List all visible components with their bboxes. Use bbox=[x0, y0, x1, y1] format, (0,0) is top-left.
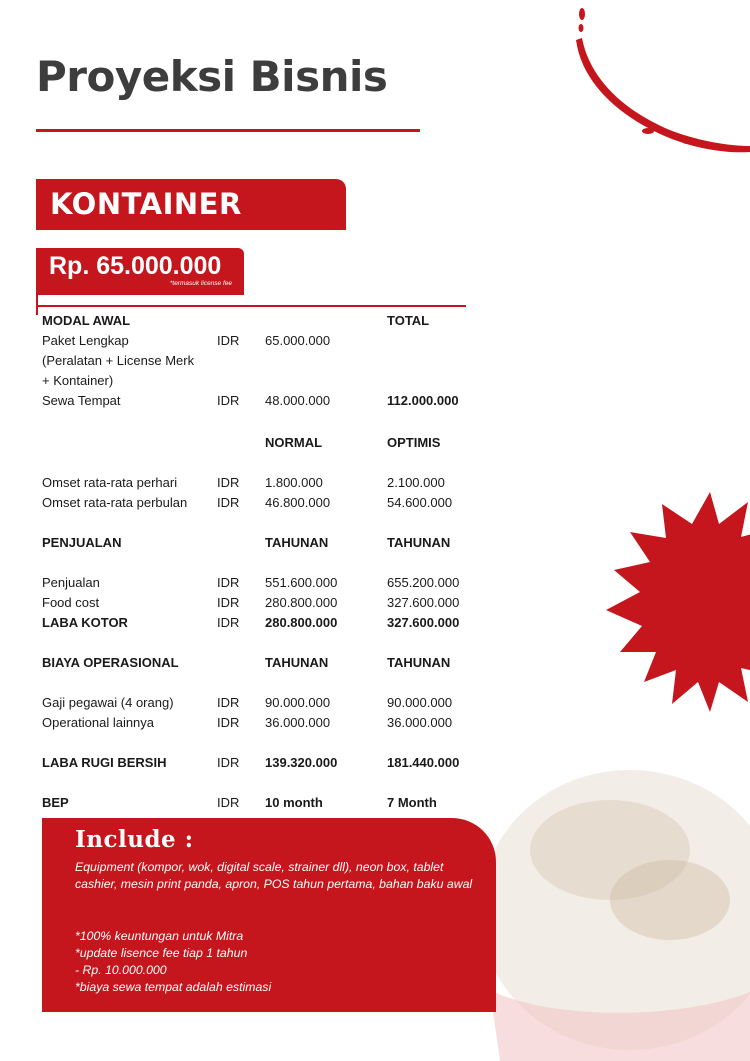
row-value: 46.800.000 bbox=[265, 494, 331, 510]
title-underline bbox=[36, 129, 420, 132]
normal-header: NORMAL bbox=[265, 434, 323, 450]
row-label-continued: (Peralatan + License Merk bbox=[42, 352, 195, 368]
table-row bbox=[42, 390, 482, 410]
row-value: 2.100.000 bbox=[387, 474, 445, 490]
note-item: *100% keuntungan untuk Mitra bbox=[75, 929, 244, 943]
financial-projection-table bbox=[42, 310, 482, 812]
row-value: 90.000.000 bbox=[387, 694, 453, 710]
row-value: 65.000.000 bbox=[265, 332, 331, 348]
row-value: 36.000.000 bbox=[387, 714, 453, 730]
table-row bbox=[42, 330, 482, 350]
bep-label: BEP bbox=[42, 794, 69, 810]
row-value: 327.600.000 bbox=[387, 614, 460, 630]
table-row bbox=[42, 370, 482, 390]
price-value: Rp. 65.000.000 bbox=[49, 252, 222, 280]
row-label: Sewa Tempat bbox=[42, 392, 121, 408]
row-value: 551.600.000 bbox=[265, 574, 338, 590]
row-label-continued: + Kontainer) bbox=[42, 372, 114, 388]
row-currency: IDR bbox=[217, 332, 240, 348]
row-label: Gaji pegawai (4 orang) bbox=[42, 694, 174, 710]
table-row bbox=[42, 492, 482, 512]
table-row bbox=[42, 752, 482, 772]
note-item: *update lisence fee tiap 1 tahun bbox=[75, 946, 248, 960]
row-currency: IDR bbox=[217, 614, 240, 630]
row-value: 10 month bbox=[265, 794, 323, 810]
row-currency: IDR bbox=[217, 574, 240, 590]
tahunan-header: TAHUNAN bbox=[265, 534, 329, 550]
include-notes bbox=[75, 928, 475, 996]
row-currency: IDR bbox=[217, 474, 240, 490]
table-row bbox=[42, 592, 482, 612]
row-currency: IDR bbox=[217, 594, 240, 610]
table-row bbox=[42, 472, 482, 492]
total-header: TOTAL bbox=[387, 312, 430, 328]
row-value: 1.800.000 bbox=[265, 474, 323, 490]
food-bowl-image bbox=[460, 760, 750, 1061]
note-item: - Rp. 10.000.000 bbox=[75, 963, 167, 977]
table-row bbox=[42, 692, 482, 712]
modal-awal-header: MODAL AWAL bbox=[42, 312, 131, 328]
include-description: Equipment (kompor, wok, digital scale, strainer dll), neon box, tablet cashier, mesin print panda, apron, POS tahun pertama, bahan baku awal bbox=[75, 860, 473, 891]
biaya-header: BIAYA OPERASIONAL bbox=[42, 654, 179, 670]
row-value: 280.800.000 bbox=[265, 594, 338, 610]
row-label: Operational lainnya bbox=[42, 714, 155, 730]
row-currency: IDR bbox=[217, 494, 240, 510]
row-label: Penjualan bbox=[42, 574, 100, 590]
row-currency: IDR bbox=[217, 694, 240, 710]
row-label: Paket Lengkap bbox=[42, 332, 129, 348]
tahunan-header: TAHUNAN bbox=[387, 654, 451, 670]
section-header bbox=[36, 179, 346, 230]
table-row bbox=[42, 432, 482, 452]
price-note: *termasuk license fee bbox=[169, 280, 232, 287]
row-value: 48.000.000 bbox=[265, 392, 331, 408]
row-value: 54.600.000 bbox=[387, 494, 453, 510]
row-value: 280.800.000 bbox=[265, 614, 338, 630]
row-label: LABA KOTOR bbox=[42, 614, 128, 630]
table-row bbox=[42, 310, 482, 330]
row-label: Food cost bbox=[42, 594, 100, 610]
note-item: *biaya sewa tempat adalah estimasi bbox=[75, 980, 272, 994]
starburst-decoration bbox=[606, 492, 750, 712]
divider-line bbox=[36, 305, 466, 307]
table-row bbox=[42, 792, 482, 812]
tahunan-header: TAHUNAN bbox=[265, 654, 329, 670]
table-row bbox=[42, 572, 482, 592]
table-row bbox=[42, 612, 482, 632]
row-currency: IDR bbox=[217, 794, 240, 810]
table-row bbox=[42, 712, 482, 732]
tahunan-header: TAHUNAN bbox=[387, 534, 451, 550]
row-value: 327.600.000 bbox=[387, 594, 460, 610]
include-title: Include : bbox=[75, 826, 194, 853]
table-row bbox=[42, 350, 482, 370]
row-value: 7 Month bbox=[387, 794, 437, 810]
row-currency: IDR bbox=[217, 392, 240, 408]
row-value: 139.320.000 bbox=[265, 754, 338, 770]
section-title: KONTAINER bbox=[50, 187, 242, 221]
laba-bersih-label: LABA RUGI BERSIH bbox=[42, 754, 167, 770]
penjualan-header: PENJUALAN bbox=[42, 534, 122, 550]
total-value: 112.000.000 bbox=[387, 392, 459, 408]
price-badge bbox=[36, 248, 244, 295]
red-splash-decoration bbox=[570, 0, 750, 170]
row-value: 655.200.000 bbox=[387, 574, 460, 590]
row-value: 36.000.000 bbox=[265, 714, 331, 730]
row-label: Omset rata-rata perbulan bbox=[42, 494, 188, 510]
page-title: Proyeksi Bisnis bbox=[36, 52, 388, 101]
table-row bbox=[42, 652, 482, 672]
optimis-header: OPTIMIS bbox=[387, 434, 441, 450]
include-panel bbox=[42, 818, 496, 1012]
row-currency: IDR bbox=[217, 714, 240, 730]
row-currency: IDR bbox=[217, 754, 240, 770]
row-label: Omset rata-rata perhari bbox=[42, 474, 178, 490]
row-value: 181.440.000 bbox=[387, 754, 460, 770]
row-value: 90.000.000 bbox=[265, 694, 331, 710]
table-row bbox=[42, 532, 482, 552]
